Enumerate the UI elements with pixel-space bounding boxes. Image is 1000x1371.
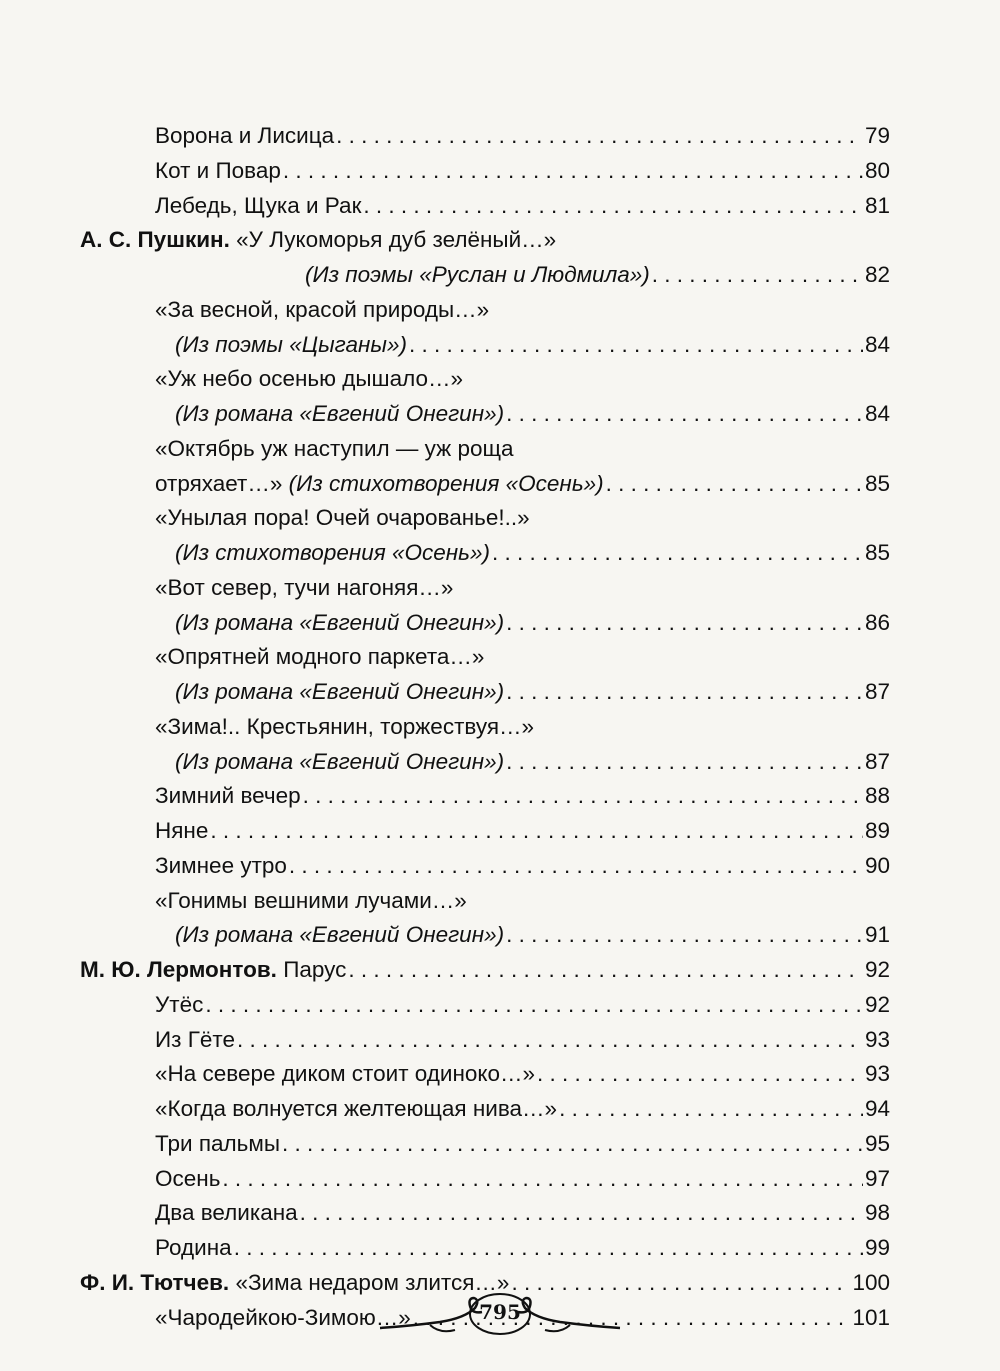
page-ref: 80 [864, 157, 890, 183]
page-ref: 85 [864, 540, 890, 565]
toc-entry [0, 815, 1000, 847]
dot-leader [205, 989, 863, 1021]
entry-source: (Из романа «Евгений Онегин») [175, 748, 505, 774]
entry-title: «На севере диком стоит одиноко…» [155, 1061, 536, 1087]
entry-title: «Унылая пора! Очей очарованье!..» [155, 505, 530, 531]
dot-leader [506, 398, 863, 430]
toc-entry [0, 537, 1000, 569]
page-ref: 86 [864, 609, 890, 635]
toc-entry [0, 746, 1000, 778]
toc-entry [0, 572, 1000, 604]
dot-leader [506, 746, 863, 778]
dot-leader [289, 850, 863, 882]
dot-leader [237, 1024, 863, 1056]
toc-entry [0, 1093, 1000, 1125]
entry-title: Зимнее утро [155, 852, 287, 878]
toc-entry [0, 1197, 1000, 1229]
entry-title: Два великана [155, 1200, 298, 1226]
page-ref: 91 [864, 922, 890, 948]
dot-leader [222, 1163, 863, 1195]
toc-entry [0, 676, 1000, 708]
dot-leader [348, 954, 863, 986]
entry-line [155, 468, 890, 500]
dot-leader [363, 190, 863, 222]
dot-leader [506, 919, 863, 951]
dot-leader [537, 1058, 863, 1090]
entry-line [175, 676, 890, 708]
toc-entry [0, 433, 1000, 465]
dot-leader [606, 468, 863, 500]
toc-entry [0, 954, 1000, 986]
page-ref: 81 [864, 192, 890, 218]
entry-title: отряхает…» [155, 470, 283, 496]
entry-title: «Когда волнуется желтеющая нива…» [155, 1096, 558, 1121]
toc-entry [0, 398, 1000, 430]
entry-title: Родина [155, 1235, 232, 1260]
entry-line [155, 1197, 890, 1229]
entry-source: (Из стихотворения «Осень») [175, 540, 491, 565]
page-ref: 84 [864, 331, 890, 357]
entry-line [175, 746, 890, 778]
entry-title: Три пальмы [155, 1130, 281, 1156]
entry-line [155, 155, 890, 187]
toc-entry [0, 120, 1000, 152]
page-ref: 89 [864, 818, 890, 843]
entry-title: Утёс [155, 991, 204, 1017]
page-ref: 90 [864, 852, 890, 878]
toc-entry [0, 363, 1000, 395]
entry-line [155, 1163, 890, 1195]
page-ref: 87 [864, 748, 890, 774]
page-number: 795 [479, 1300, 521, 1324]
toc-entry [0, 1232, 1000, 1264]
toc-entry [0, 607, 1000, 639]
toc-entry [0, 919, 1000, 951]
entry-line [175, 607, 890, 639]
toc-entry [0, 989, 1000, 1021]
toc-entry [0, 502, 1000, 534]
author-name: М. Ю. Лермонтов. [80, 957, 277, 982]
dot-leader [336, 120, 863, 152]
entry-line [155, 850, 890, 882]
entry-line [175, 919, 890, 951]
entry-line [175, 329, 890, 361]
page-ref: 88 [864, 783, 890, 809]
toc-entry [0, 224, 1000, 256]
toc-entry [0, 1128, 1000, 1160]
toc-entry [0, 155, 1000, 187]
entry-source: (Из поэмы «Руслан и Людмила») [305, 262, 650, 287]
entry-title: «Зима недаром злится…» [235, 1269, 510, 1295]
toc-entry [0, 329, 1000, 361]
entry-source: (Из стихотворения «Осень») [288, 470, 604, 496]
dot-leader [506, 607, 863, 639]
entry-line [155, 1024, 890, 1056]
entry-source: (Из поэмы «Цыганы») [175, 331, 407, 357]
entry-title: Из Гёте [155, 1026, 236, 1052]
page-ref: 100 [852, 1269, 890, 1295]
entry-title: «За весной, красой природы…» [155, 296, 490, 322]
entry-title: Парус [283, 957, 347, 982]
dot-leader [492, 537, 863, 569]
toc-entry [0, 190, 1000, 222]
entry-line [155, 190, 890, 222]
entry-title: «Гонимы вешними лучами…» [155, 887, 467, 913]
entry-line [175, 398, 890, 430]
toc-entry [0, 885, 1000, 917]
entry-line [155, 120, 890, 152]
dot-leader [234, 1232, 863, 1264]
entry-title: Осень [155, 1165, 221, 1191]
page-ref: 85 [864, 470, 890, 496]
entry-line [155, 780, 890, 812]
entry-heading [80, 224, 556, 256]
toc-entry [0, 1058, 1000, 1090]
toc-entry [0, 1024, 1000, 1056]
entry-title: Кот и Повар [155, 157, 281, 183]
entry-title: Ворона и Лисица [155, 123, 335, 148]
entry-line [155, 1058, 890, 1090]
dot-leader [283, 155, 863, 187]
entry-line [80, 954, 890, 986]
entry-title: «Октябрь уж наступил — уж роща [155, 435, 514, 461]
page-ref: 84 [864, 401, 890, 426]
dot-leader [282, 1128, 863, 1160]
entry-line [175, 537, 890, 569]
entry-title: «Опрятней модного паркета…» [155, 644, 485, 670]
dot-leader [409, 329, 863, 361]
entry-title: Няне [155, 818, 209, 843]
toc-entry [0, 780, 1000, 812]
page-ref: 93 [864, 1026, 890, 1052]
entry-title: «Зима!.. Крестьянин, торжествуя…» [155, 713, 535, 739]
entry-title: «Уж небо осенью дышало…» [155, 366, 464, 392]
dot-leader [210, 815, 863, 847]
page-ref: 97 [864, 1165, 890, 1191]
dot-leader [652, 259, 863, 291]
entry-title: Лебедь, Щука и Рак [155, 192, 362, 218]
entry-source: (Из романа «Евгений Онегин») [175, 609, 505, 635]
entry-source: (Из романа «Евгений Онегин») [175, 401, 505, 426]
author-name: Ф. И. Тютчев. [80, 1269, 230, 1295]
entry-line [305, 259, 890, 291]
entry-source: (Из романа «Евгений Онегин») [175, 679, 505, 704]
entry-source: (Из романа «Евгений Онегин») [175, 922, 505, 948]
toc-entry [0, 711, 1000, 743]
page-ref: 95 [864, 1130, 890, 1156]
entry-line [155, 1093, 890, 1125]
dot-leader [506, 676, 863, 708]
entry-line [155, 989, 890, 1021]
entry-line [155, 815, 890, 847]
toc-entry [0, 259, 1000, 291]
page-ref: 92 [864, 957, 890, 982]
dot-leader [559, 1093, 863, 1125]
page-ref: 87 [864, 679, 890, 704]
entry-line [155, 1128, 890, 1160]
toc-entry [0, 1163, 1000, 1195]
dot-leader [303, 780, 863, 812]
page-ref: 93 [864, 1061, 890, 1087]
dot-leader [300, 1197, 863, 1229]
toc-entry [0, 850, 1000, 882]
page-ref: 94 [864, 1096, 890, 1121]
entry-title: «У Лукоморья дуб зелёный…» [236, 227, 557, 253]
entry-title: «Чародейкою-Зимою…» [155, 1304, 411, 1330]
toc-entry [0, 468, 1000, 500]
page-ref: 99 [864, 1235, 890, 1260]
entry-title: Зимний вечер [155, 783, 301, 809]
page-ref: 79 [864, 123, 890, 148]
page-ref: 101 [852, 1304, 890, 1330]
entry-title: «Вот север, тучи нагоняя…» [155, 574, 454, 600]
page-ref: 98 [864, 1200, 890, 1226]
toc-entry [0, 641, 1000, 673]
page-ref: 82 [864, 262, 890, 287]
toc-entry [0, 294, 1000, 326]
author-name: А. С. Пушкин. [80, 227, 230, 253]
page-ref: 92 [864, 991, 890, 1017]
entry-line [155, 1232, 890, 1264]
